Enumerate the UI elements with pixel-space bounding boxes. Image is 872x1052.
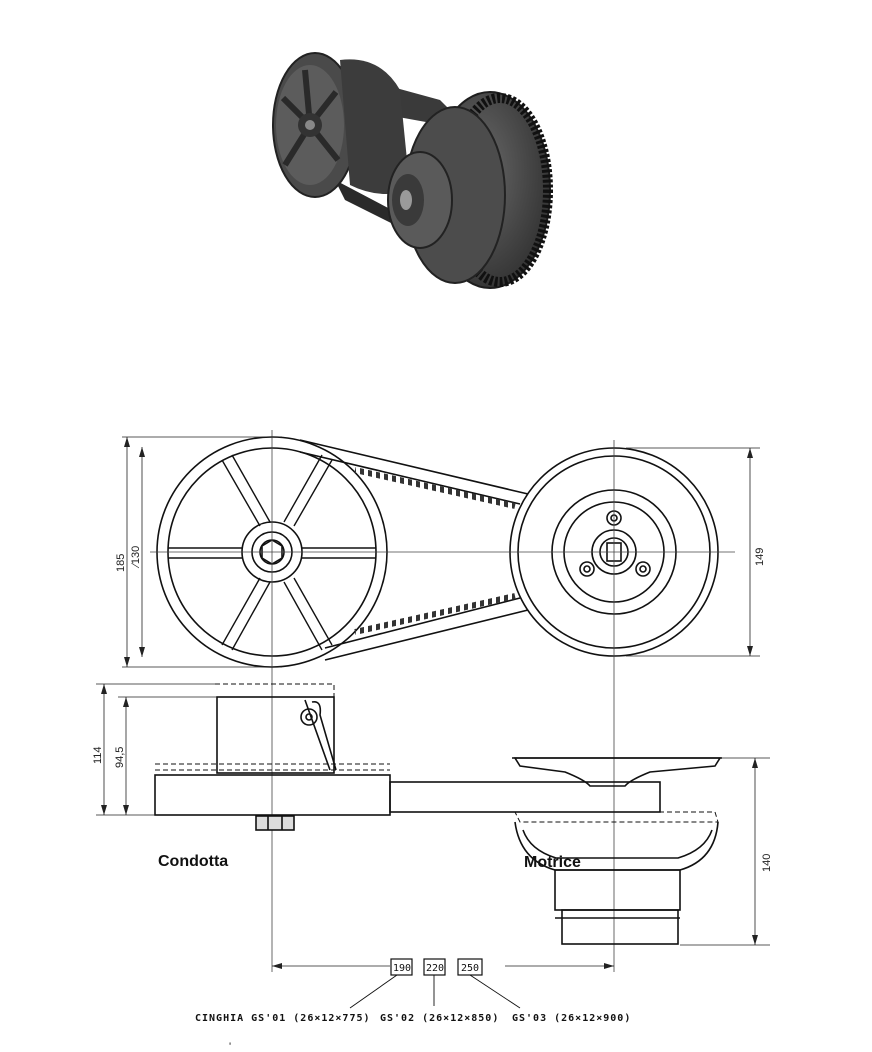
belt-gs02: GS'02 (26×12×850) <box>380 1013 500 1024</box>
belt <box>300 440 528 660</box>
center-distance-220: 220 <box>426 963 445 974</box>
dim-130: ∕130 <box>130 545 142 566</box>
label-motrice: Motrice <box>524 854 581 871</box>
center-distance-250: 250 <box>461 963 480 974</box>
dim-149: 149 <box>754 547 766 566</box>
dim-114: 114 <box>92 746 104 764</box>
assembly-photo <box>273 53 550 288</box>
dim-140: 140 <box>761 853 773 872</box>
stray-mark: ' <box>229 1041 232 1052</box>
belt-gs01: CINGHIA GS'01 (26×12×775) <box>195 1013 371 1024</box>
dim-185: 185 <box>115 553 127 572</box>
label-condotta: Condotta <box>158 853 229 870</box>
dim-94-5: 94,5 <box>114 746 126 768</box>
side-view <box>96 684 770 969</box>
center-distance-190: 190 <box>393 963 412 974</box>
belt-gs03: GS'03 (26×12×900) <box>512 1013 632 1024</box>
